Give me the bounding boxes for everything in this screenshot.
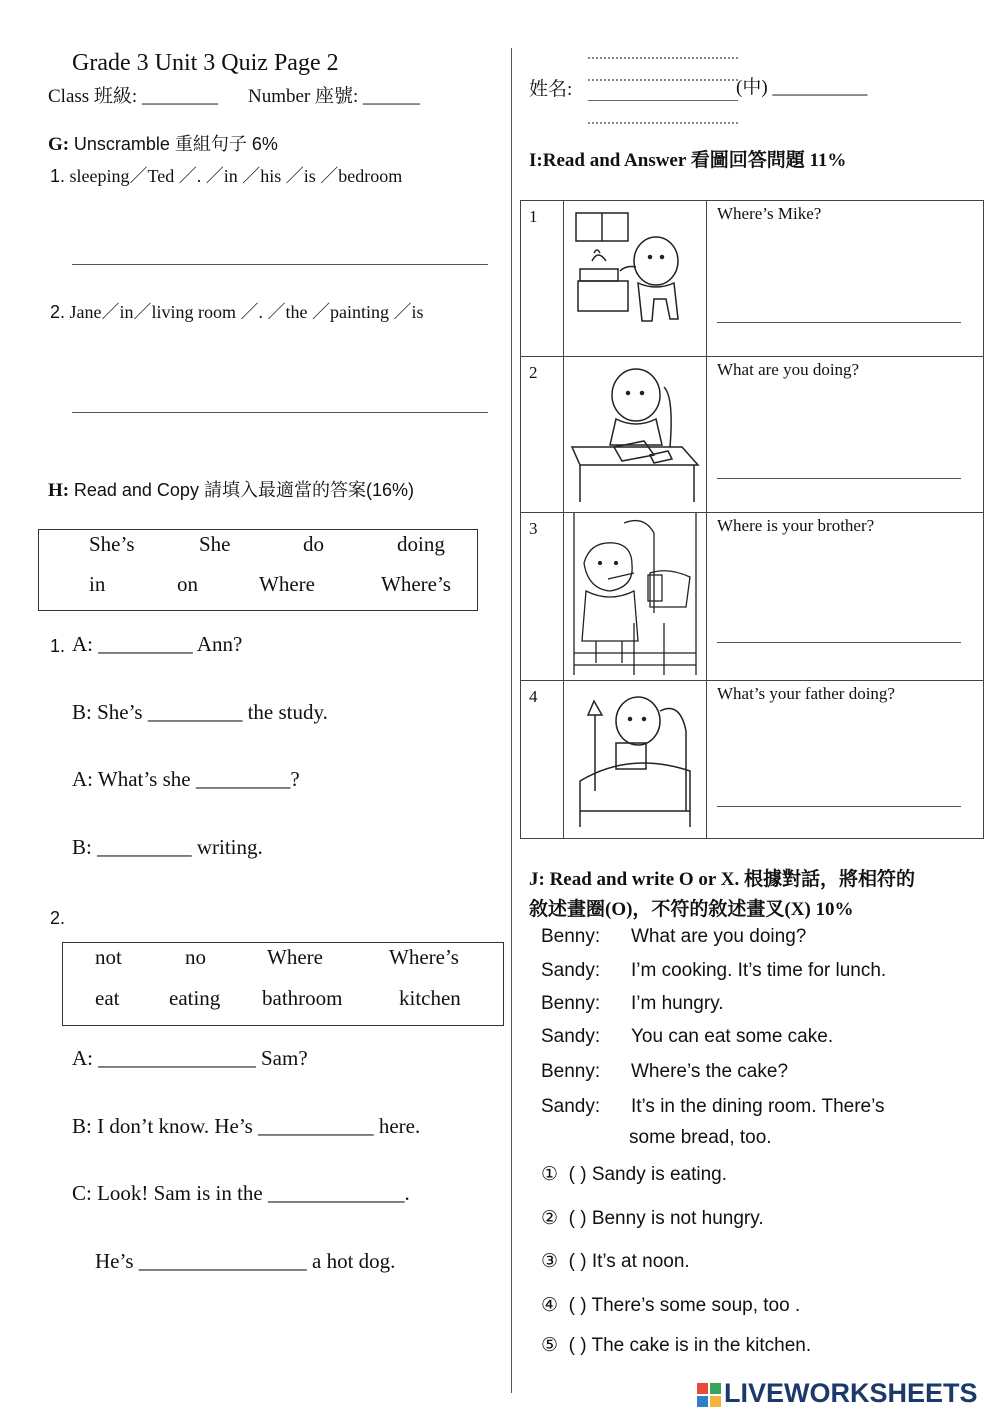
- j-dialog-line: I’m cooking. It’s time for lunch.: [631, 960, 887, 981]
- h2-dialog-line: B: I don’t know. He’s ___________ here.: [72, 1114, 421, 1138]
- row-number: 2: [521, 357, 564, 513]
- question-cell: [707, 513, 984, 681]
- j-statement: [541, 1334, 811, 1357]
- j-dialog-line: You can eat some cake.: [631, 1026, 834, 1047]
- word-bank-word: do: [303, 532, 324, 556]
- word-bank-word: not: [95, 945, 122, 969]
- answer-3-input[interactable]: [717, 614, 961, 643]
- j-statement: [541, 1294, 800, 1317]
- j-speaker: Benny:: [541, 993, 601, 1014]
- statement-text: ( ) The cake is in the kitchen.: [568, 1335, 812, 1356]
- j-dialog-line: What are you doing?: [631, 926, 807, 947]
- row-number: 4: [521, 681, 564, 839]
- word-bank-word: Where: [267, 945, 323, 969]
- class-label: Class 班級: ________: [48, 86, 218, 107]
- person-writing-picture: [564, 357, 706, 507]
- g-answer-1-input[interactable]: [72, 234, 488, 265]
- g-item-2: 2. Jane／in／living room ／. ／the ／painting ／is: [50, 302, 424, 322]
- word-bank-1: [38, 529, 478, 611]
- j-statement: [541, 1207, 764, 1230]
- section-j-heading-line1: J: Read and write O or X. 根據對話，將相符的: [529, 869, 915, 890]
- question-cell: [707, 201, 984, 357]
- word-bank-word: Where: [259, 572, 315, 596]
- liveworksheets-logo-icon: [697, 1383, 721, 1407]
- section-h-heading: [48, 476, 414, 502]
- j-dialog-line: I’m hungry.: [631, 993, 724, 1014]
- j-dialog-line: some bread, too.: [629, 1127, 772, 1148]
- liveworksheets-logo[interactable]: LIVEWORKSHEETS: [724, 1378, 978, 1408]
- h2-dialog-line: He’s ________________ a hot dog.: [95, 1249, 396, 1273]
- g-answer-2-input[interactable]: [72, 382, 488, 413]
- statement-text: ( ) There’s some soup, too .: [568, 1295, 801, 1316]
- table-row: [521, 681, 984, 839]
- j-answer-1-input[interactable]: [583, 1162, 623, 1188]
- j-answer-2-input[interactable]: [583, 1206, 623, 1232]
- h-question-1-number: 1.: [50, 636, 66, 656]
- question-cell: [707, 357, 984, 513]
- word-bank-word: on: [177, 572, 198, 596]
- j-speaker: Benny:: [541, 1061, 601, 1082]
- section-j-heading-line2: 敘述畫圈(O)，不符的敘述畫叉(X) 10%: [529, 899, 854, 920]
- table-row: [521, 201, 984, 357]
- page-title: Grade 3 Unit 3 Quiz Page 2: [72, 50, 339, 76]
- boy-brushing-teeth-picture: [564, 513, 706, 675]
- statement-number: ③: [541, 1251, 559, 1272]
- statement-number: ⑤: [541, 1335, 559, 1356]
- question-text: Where is your brother?: [717, 516, 875, 535]
- h1-dialog-line: B: She’s _________ the study.: [72, 700, 328, 724]
- cell-picture: [564, 357, 707, 513]
- h1-dialog-line: A: _________ Ann?: [72, 632, 243, 656]
- answer-4-input[interactable]: [717, 778, 961, 807]
- h2-dialog-line: A: _______________ Sam?: [72, 1046, 308, 1070]
- row-number: 3: [521, 513, 564, 681]
- h1-dialog-line: A: What’s she _________?: [72, 767, 300, 791]
- j-speaker: Sandy:: [541, 1026, 601, 1047]
- answer-1-input[interactable]: [717, 294, 961, 323]
- j-answer-4-input[interactable]: [583, 1293, 623, 1319]
- row-number: 1: [521, 201, 564, 357]
- h1-dialog-line: B: _________ writing.: [72, 835, 263, 859]
- question-text: What are you doing?: [717, 360, 860, 379]
- section-h-title: Read and Copy 請填入最適當的答案(16%): [73, 480, 414, 500]
- j-dialog-line: It’s in the dining room. There’s: [631, 1096, 885, 1117]
- question-text: What’s your father doing?: [717, 684, 895, 703]
- statement-text: ( ) Benny is not hungry.: [568, 1208, 764, 1229]
- picture-question-table: [520, 200, 984, 839]
- j-speaker: Sandy:: [541, 1096, 601, 1117]
- question-cell: [707, 681, 984, 839]
- j-statement: [541, 1163, 727, 1186]
- cell-picture: [564, 201, 707, 357]
- word-bank-word: She’s: [89, 532, 135, 556]
- column-divider: [511, 48, 512, 1393]
- statement-text: ( ) Sandy is eating.: [568, 1164, 728, 1185]
- word-bank-word: Where’s: [381, 572, 451, 596]
- j-speaker: Benny:: [541, 926, 601, 947]
- answer-2-input[interactable]: [717, 450, 961, 479]
- word-bank-word: in: [89, 572, 106, 596]
- name-chinese-suffix: (中) __________: [736, 77, 868, 98]
- word-bank-word: doing: [397, 532, 445, 556]
- g-item-1: 1. sleeping／Ted ／. ／in ／his ／is ／bedroom: [50, 166, 403, 186]
- cell-picture: [564, 513, 707, 681]
- j-answer-3-input[interactable]: [583, 1249, 623, 1275]
- h-question-2-number: 2.: [50, 908, 66, 928]
- section-g-title: Unscramble 重組句子 6%: [73, 134, 278, 154]
- word-bank-word: eat: [95, 986, 120, 1010]
- j-dialog-line: Where’s the cake?: [631, 1061, 789, 1082]
- number-label: Number 座號: ______: [248, 86, 421, 107]
- word-bank-word: bathroom: [262, 986, 343, 1010]
- section-g-heading: [48, 130, 278, 156]
- section-i-heading: I:Read and Answer 看圖回答問題 11%: [529, 150, 847, 171]
- statement-text: ( ) It’s at noon.: [568, 1251, 690, 1272]
- h2-dialog-line: C: Look! Sam is in the _____________.: [72, 1181, 410, 1205]
- question-text: Where’s Mike?: [717, 204, 822, 223]
- word-bank-word: Where’s: [389, 945, 459, 969]
- section-h-letter: H:: [48, 480, 70, 501]
- person-cooking-picture: [564, 201, 706, 351]
- word-bank-word: kitchen: [399, 986, 461, 1010]
- name-label: 姓名:: [529, 79, 573, 100]
- person-reading-in-bed-picture: [564, 681, 706, 833]
- word-bank-word: She: [199, 532, 231, 556]
- table-row: [521, 513, 984, 681]
- j-answer-5-input[interactable]: [583, 1333, 623, 1359]
- j-speaker: Sandy:: [541, 960, 601, 981]
- cell-picture: [564, 681, 707, 839]
- word-bank-2: [62, 942, 504, 1026]
- section-g-letter: G:: [48, 134, 70, 155]
- word-bank-word: eating: [169, 986, 221, 1010]
- statement-number: ①: [541, 1164, 559, 1185]
- statement-number: ④: [541, 1295, 559, 1316]
- name-input-area[interactable]: [588, 52, 738, 128]
- table-row: [521, 357, 984, 513]
- word-bank-word: no: [185, 945, 206, 969]
- statement-number: ②: [541, 1208, 559, 1229]
